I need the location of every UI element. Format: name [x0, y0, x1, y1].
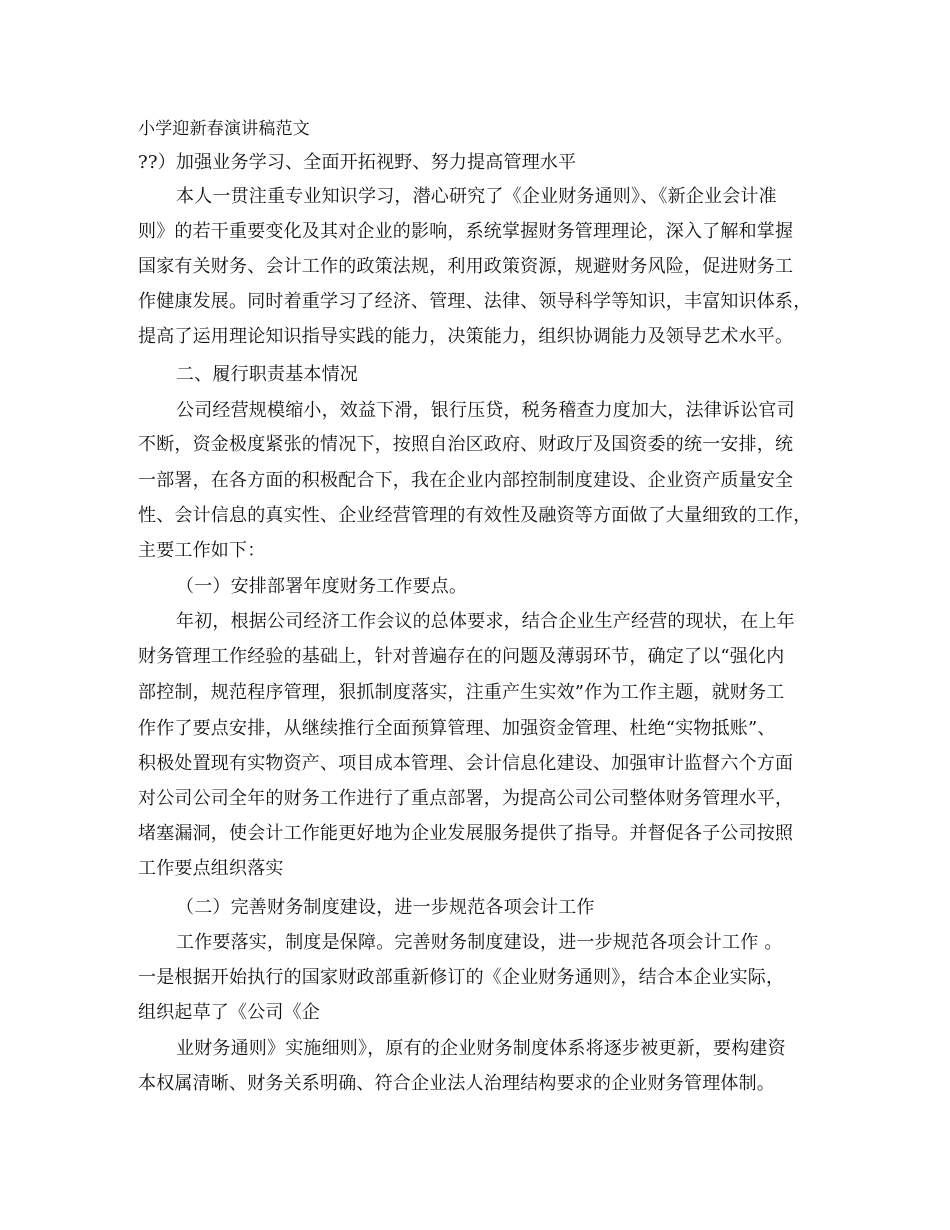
section-heading: 二、履行职责基本情况 — [176, 364, 358, 385]
subsection-heading: （二）完善财务制度建设，进一步规范各项会计工作 — [176, 897, 595, 918]
paragraph-line: 一部署，在各方面的积极配合下，我在企业内部控制制度建设、企业资产质量安全 — [138, 470, 794, 491]
paragraph-line: 本人一贯注重专业知识学习，潜心研究了《企业财务通则》、《新企业会计准 — [176, 186, 777, 207]
paragraph-line: 性、会计信息的真实性、企业经营管理的有效性及融资等方面做了大量细致的工作， — [138, 505, 812, 526]
paragraph-line: 作健康发展。同时着重学习了经济、管理、法律、领导科学等知识，丰富知识体系， — [138, 291, 812, 312]
paragraph-line: 工作要点组织落实 — [138, 858, 284, 879]
section-heading: ??）加强业务学习、全面开拓视野、努力提高管理水平 — [138, 152, 577, 173]
subsection-heading: （一）安排部署年度财务工作要点。 — [176, 576, 468, 597]
paragraph-line: 年初，根据公司经济工作会议的总体要求，结合企业生产经营的现状，在上年 — [176, 611, 795, 632]
paragraph-line: 积极处置现有实物资产、项目成本管理、会计信息化建设、加强审计监督六个方面 — [138, 753, 794, 774]
paragraph-line: 对公司公司全年的财务工作进行了重点部署，为提高公司公司整体财务管理水平， — [138, 788, 794, 809]
paragraph-line: 作作了要点安排，从继续推行全面预算管理、加强资金管理、杜绝“实物抵账”、 — [138, 718, 776, 739]
paragraph-line: 提高了运用理论知识指导实践的能力，决策能力，组织协调能力及领导艺术水平。 — [138, 326, 794, 347]
document-title: 小学迎新春演讲稿范文 — [138, 119, 310, 139]
paragraph-line: 公司经营规模缩小，效益下滑，银行压贷，税务稽查力度加大，法律诉讼官司 — [176, 400, 795, 421]
paragraph-line: 组织起草了《公司《企 — [138, 1002, 320, 1023]
paragraph-line: 国家有关财务、会计工作的政策法规，利用政策资源，规避财务风险，促进财务工 — [138, 256, 794, 277]
paragraph-line: 业财务通则》实施细则》，原有的企业财务制度体系将逐步被更新，要构建资 — [176, 1038, 786, 1059]
paragraph-line: 一是根据开始执行的国家财政部重新修订的《企业财务通则》，结合本企业实际， — [138, 967, 785, 988]
paragraph-line: 则》的若干重要变化及其对企业的影响，系统掌握财务管理理论，深入了解和掌握 — [138, 221, 794, 242]
paragraph-line: 财务管理工作经验的基础上，针对普遍存在的问题及薄弱环节，确定了以“强化内 — [138, 646, 785, 667]
paragraph-line: 本权属清晰、财务关系明确、符合企业法人治理结构要求的企业财务管理体制。 — [138, 1073, 775, 1094]
paragraph-line: 工作要落实，制度是保障。完善财务制度建设，进一步规范各项会计工作 。 — [176, 932, 783, 953]
paragraph-line: 堵塞漏洞，使会计工作能更好地为企业发展服务提供了指导。并督促各子公司按照 — [138, 823, 794, 844]
paragraph-line: 主要工作如下： — [138, 540, 266, 561]
paragraph-line: 部控制，规范程序管理，狠抓制度落实，注重产生实效”作为工作主题，就财务工 — [138, 682, 785, 703]
paragraph-line: 不断，资金极度紧张的情况下，按照自治区政府、财政厅及国资委的统一安排，统 — [138, 434, 794, 455]
